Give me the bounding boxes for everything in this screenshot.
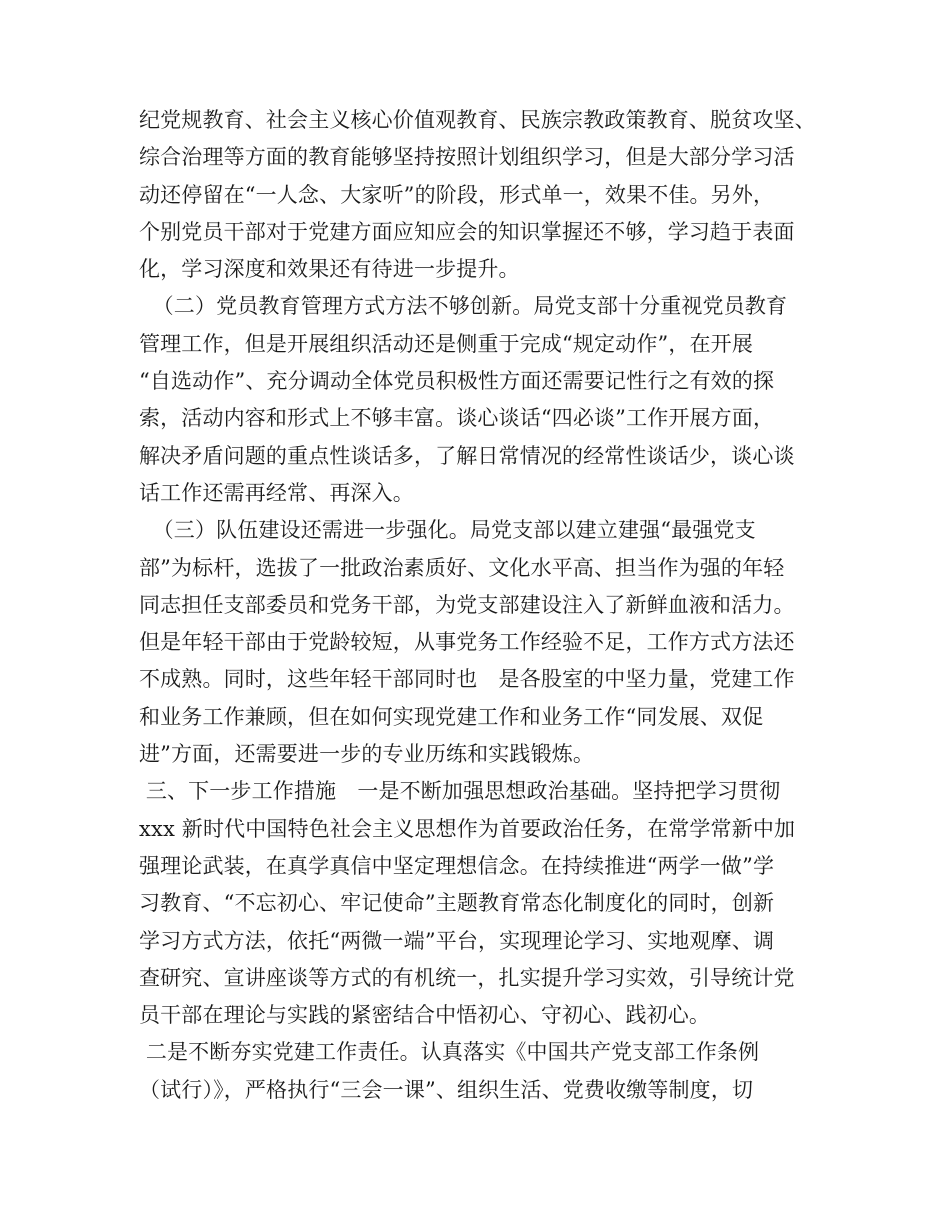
text-line: xxx 新时代中国特色社会主义思想作为首要政治任务，在常学常新中加 xyxy=(139,816,796,841)
text-line: 综合治理等方面的教育能够坚持按照计划组织学习，但是大部分学习活 xyxy=(139,145,795,170)
text-line: 部”为标杆，选拔了一批政治素质好、文化水平高、担当作为强的年轻 xyxy=(139,555,785,580)
text-line: 动还停留在“一人念、大家听”的阶段，形式单一，效果不佳。另外， xyxy=(139,182,775,207)
text-line: 进”方面，还需要进一步的专业历练和实践锻炼。 xyxy=(139,742,595,767)
text-line: 员干部在理论与实践的紧密结合中悟初心、守初心、践初心。 xyxy=(139,1003,711,1028)
text-line: 索，活动内容和形式上不够丰富。谈心谈话“四必谈”工作开展方面， xyxy=(139,406,775,431)
text-line: （试行）》，严格执行“三会一课”、组织生活、党费收缴等制度，切 xyxy=(139,1077,754,1102)
text-line: “自选动作”、充分调动全体党员积极性方面还需要记性行之有效的探 xyxy=(139,369,775,394)
text-line: 同志担任支部委员和党务干部，为党支部建设注入了新鲜血液和活力。 xyxy=(139,592,795,617)
text-line: 纪党规教育、社会主义核心价值观教育、民族宗教政策教育、脱贫攻坚、 xyxy=(139,108,816,132)
body-text xyxy=(139,102,839,1109)
text-line: 不成熟。同时，这些年轻干部同时也 是各股室的中坚力量，党建工作 xyxy=(139,667,795,692)
text-line: 个别党员干部对于党建方面应知应会的知识掌握还不够，学习趋于表面 xyxy=(139,219,795,244)
text-line: 话工作还需再经常、再深入。 xyxy=(139,480,414,505)
section-three-heading-line: （三）队伍建设还需进一步强化。局党支部以建立建强“最强党支 xyxy=(139,518,756,543)
text-line: 习教育、“不忘初心、牢记使命”主题教育常态化制度化的同时，创新 xyxy=(139,891,775,916)
text-line: 化，学习深度和效果还有待进一步提升。 xyxy=(139,257,520,282)
text-line: 和业务工作兼顾，但在如何实现党建工作和业务工作“同发展、双促 xyxy=(139,704,764,729)
text-line: 学习方式方法，依托“两微一端”平台，实现理论学习、实地观摩、调 xyxy=(139,928,775,953)
text-line: 但是年轻干部由于党龄较短，从事党务工作经验不足，工作方式方法还 xyxy=(139,630,795,655)
next-steps-heading-line: 三、下一步工作措施 一是不断加强思想政治基础。坚持把学习贯彻 xyxy=(139,779,781,804)
text-line: 查研究、宣讲座谈等方式的有机统一，扎实提升学习实效，引导统计党 xyxy=(139,965,795,990)
measure-two-line: 二是不断夯实党建工作责任。认真落实《中国共产党支部工作条例 xyxy=(139,1040,760,1065)
text-line: 强理论武装，在真学真信中坚定理想信念。在持续推进“两学一做”学 xyxy=(139,853,775,878)
section-two-heading-line: （二）党员教育管理方式方法不够创新。局党支部十分重视党员教育 xyxy=(139,294,788,319)
text-line: 管理工作，但是开展组织活动还是侧重于完成“规定动作”，在开展 xyxy=(139,331,753,356)
text-line: 解决矛盾问题的重点性谈话多，了解日常情况的经常性谈话少，谈心谈 xyxy=(139,443,795,468)
